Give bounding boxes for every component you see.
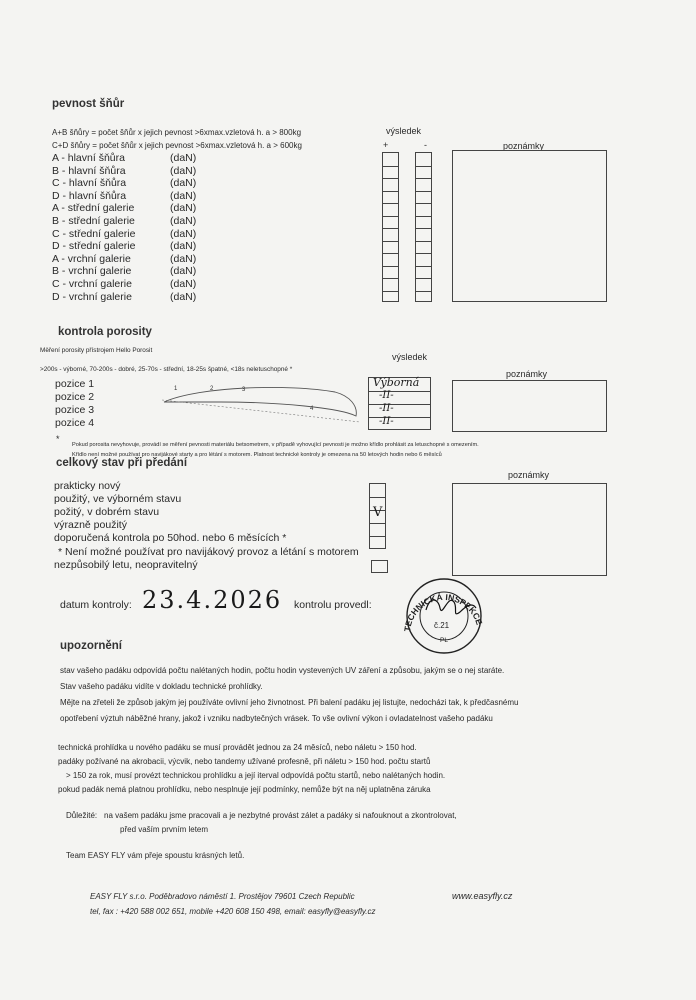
result-cell-divider — [416, 203, 431, 204]
wing-label-3: 3 — [242, 387, 246, 393]
warning-line: pokud padák nemá platnou prohlídku, nebo nesplnuje její podmínky, nemůže být na něj uplatněna záruka — [58, 785, 431, 794]
result-cell-divider — [416, 191, 431, 192]
result-cell-divider — [416, 278, 431, 279]
result-cell-divider — [383, 253, 398, 254]
porosity-result-3: -II- — [379, 403, 394, 414]
porosity-result-2: -II- — [379, 390, 394, 401]
wing-label-1: 1 — [174, 386, 178, 392]
result-cell-divider — [416, 216, 431, 217]
condition-option: výrazně použitý — [54, 519, 127, 531]
condition-notes-box[interactable] — [452, 483, 607, 576]
section-title-condition: celkový stav při předání — [56, 457, 188, 469]
result-cell-divider — [416, 266, 431, 267]
result-cell-divider — [383, 241, 398, 242]
line-row-unit: (daN) — [170, 240, 197, 253]
line-row-unit: (daN) — [170, 189, 197, 202]
line-row-unit: (daN) — [170, 215, 197, 227]
position-1: pozice 1 — [55, 378, 95, 390]
unfit-option: nezpůsobilý letu, neopravitelný — [54, 559, 198, 571]
stamp-text: TECHNICKÁ INSPEKCE — [402, 591, 485, 633]
result-cell-divider — [383, 266, 398, 267]
line-row-label: D - hlavní šňůra — [52, 189, 127, 202]
porosity-footnote-2: Křídlo není možné používat pro navijákové starty a pro létání s motorem. Platnost technické kontroly je omezena na 50 letových hodin nebo 6 měsíců — [72, 452, 442, 458]
condition-option: požitý, v dobrém stavu — [54, 506, 160, 518]
porosity-notes-header: poznámky — [506, 369, 548, 379]
warning-line: opotřebení výztuh náběžné hrany, jakož i vzniku nadbytečných vrásek. To vše ovlivní výkon i ovladatelnost vašeho padáku — [60, 714, 493, 723]
footer-web[interactable]: www.easyfly.cz — [452, 891, 513, 901]
date-label: datum kontroly: — [60, 599, 132, 611]
formula-ab: A+B šňůry = počet šňůr x jejich pevnost >6xmax.vzletová h. a > 800kg — [52, 128, 302, 137]
warning-line: > 150 za rok, musí provézt technickou prohlídku a její iterval odpovídá počtu startů, nebo nalétaných hodin. — [66, 771, 446, 780]
result-cell-divider — [383, 291, 398, 292]
check-mark: V — [373, 505, 383, 520]
section-title-porosity: kontrola porosity — [58, 326, 152, 338]
line-row-unit: (daN) — [170, 278, 197, 290]
condition-notes-header: poznámky — [508, 470, 550, 480]
line-row-unit: (daN) — [170, 290, 197, 303]
result-cell-divider — [383, 228, 398, 229]
section-title-warning: upozornění — [60, 640, 122, 652]
formula-cd: C+D šňůry = počet šňůr x jejich pevnost >6xmax.vzletová h. a > 600kg — [52, 141, 302, 150]
result-cell-divider — [383, 203, 398, 204]
line-row-unit: (daN) — [170, 164, 197, 177]
result-cell-divider — [383, 191, 398, 192]
unfit-checkbox[interactable] — [371, 560, 388, 573]
wing-profile-diagram — [160, 378, 370, 428]
lines-notes-box[interactable] — [452, 150, 607, 302]
warning-line: Stav vašeho padáku vidíte v dokladu technické prohlídky. — [60, 682, 263, 691]
performed-label: kontrolu provedl: — [294, 599, 372, 611]
porosity-result-4: -II- — [379, 416, 394, 427]
result-cell-divider — [416, 178, 431, 179]
porosity-scale: >200s - výborné, 70-200s - dobré, 25-70s - střední, 18-25s špatné, <18s neletuschopné * — [40, 366, 293, 373]
line-row-label: C - vrchní galerie — [52, 278, 132, 290]
result-plus-column[interactable] — [382, 152, 399, 302]
line-row-label: C - hlavní šňůra — [52, 177, 127, 190]
line-row-unit: (daN) — [170, 252, 197, 265]
warning-line: Mějte na zřeteli že způsob jakým jej používáte ovlivní jeho živnotnost. Při balení padáku jej listujte, nedocházi tak, k předčasnému — [60, 698, 519, 707]
porosity-notes-box[interactable] — [452, 380, 607, 432]
result-minus-column[interactable] — [415, 152, 432, 302]
line-row-unit: (daN) — [170, 265, 197, 278]
porosity-footnote-1: Pokud porosita nevyhovuje, provádí se měření pevnosti materiálu betsometrem, v případě vyhovující pevnosti je možno křídlo prohlásit za letuschopné s omezením. — [72, 442, 479, 448]
result-cell-divider — [416, 228, 431, 229]
position-2: pozice 2 — [55, 391, 95, 403]
important-label: Důležité: — [66, 811, 98, 820]
lines-result-header: výsledek — [386, 126, 422, 136]
line-row-unit: (daN) — [170, 202, 197, 215]
result-cell-divider — [416, 291, 431, 292]
porosity-measure: Měření porosity přístrojem Hello Porosit — [40, 347, 153, 354]
line-row-label: B - střední galerie — [52, 215, 135, 227]
line-row-label: A - vrchní galerie — [52, 252, 131, 265]
line-row-unit: (daN) — [170, 152, 197, 164]
position-3: pozice 3 — [55, 404, 95, 416]
section-title-lines: pevnost šňůr — [52, 98, 125, 110]
minus-label: - — [424, 140, 427, 150]
condition-option: použitý, ve výborném stavu — [54, 493, 182, 505]
porosity-result-1: Výborná — [373, 376, 420, 389]
stamp-pl: PL — [440, 637, 448, 644]
porosity-result-box[interactable] — [368, 377, 431, 430]
result-cell-divider — [383, 216, 398, 217]
footer-company: EASY FLY s.r.o. Poděbradovo náměstí 1. Prostějov 79601 Czech Republic — [90, 892, 355, 901]
line-row-unit: (daN) — [170, 227, 197, 240]
result-cell-divider — [416, 253, 431, 254]
date-value: 23.4.2026 — [142, 586, 283, 614]
team-wish: Team EASY FLY vám přeje spoustu krásných letů. — [66, 851, 245, 860]
inspection-stamp — [396, 572, 492, 654]
line-row-label: A - střední galerie — [52, 202, 135, 215]
result-cell-divider — [383, 166, 398, 167]
important-text-1: na vašem padáku jsme pracovali a je nezbytné provást zálet a padáky si nafouknout a zkontrolovat, — [104, 811, 457, 820]
line-row-label: B - hlavní šňůra — [52, 164, 126, 177]
result-cell-divider — [416, 241, 431, 242]
warning-line: stav vašeho padáku odpovídá počtu nalétaných hodin, počtu hodin vystevených UV záření a způsobu, jakým se o nej staráte. — [60, 666, 505, 675]
porosity-result-header: výsledek — [392, 352, 428, 362]
line-row-label: C - střední galerie — [52, 227, 136, 240]
plus-label: + — [383, 140, 389, 150]
position-4: pozice 4 — [55, 417, 95, 429]
line-row-label: A - hlavní šňůra — [52, 152, 125, 164]
footer-contacts: tel, fax : +420 588 002 651, mobile +420 608 150 498, email: easyfly@easyfly.cz — [90, 907, 376, 916]
result-cell-divider — [416, 166, 431, 167]
wing-label-4: 4 — [310, 406, 314, 412]
line-row-unit: (daN) — [170, 177, 197, 190]
lines-notes-header: poznámky — [503, 141, 545, 151]
important-text-2: před vaším prvním letem — [120, 825, 209, 834]
stamp-number: č.21 — [434, 621, 450, 630]
condition-option: doporučená kontrola po 50hod. nebo 6 měsících * — [54, 532, 287, 544]
warning-line: technická prohlídka u nového padáku se musí provádět jednou za 24 měsíců, nebo náletu > 150 hod. — [58, 743, 417, 752]
condition-note: * Není možné používat pro navijákový provoz a létání s motorem — [58, 546, 359, 558]
footnote-star: * — [56, 434, 60, 444]
result-cell-divider — [383, 178, 398, 179]
condition-checkbox-column[interactable] — [369, 483, 386, 549]
condition-option: prakticky nový — [54, 480, 121, 492]
line-row-label: D - střední galerie — [52, 240, 136, 253]
line-row-label: B - vrchní galerie — [52, 265, 132, 278]
result-cell-divider — [383, 278, 398, 279]
line-row-label: D - vrchní galerie — [52, 290, 132, 303]
warning-line: padáky požívané na akrobacii, výcvik, nebo tandemy užívané profesně, při náletu > 150 hod. počtu startů — [58, 757, 431, 766]
wing-label-2: 2 — [210, 386, 214, 392]
